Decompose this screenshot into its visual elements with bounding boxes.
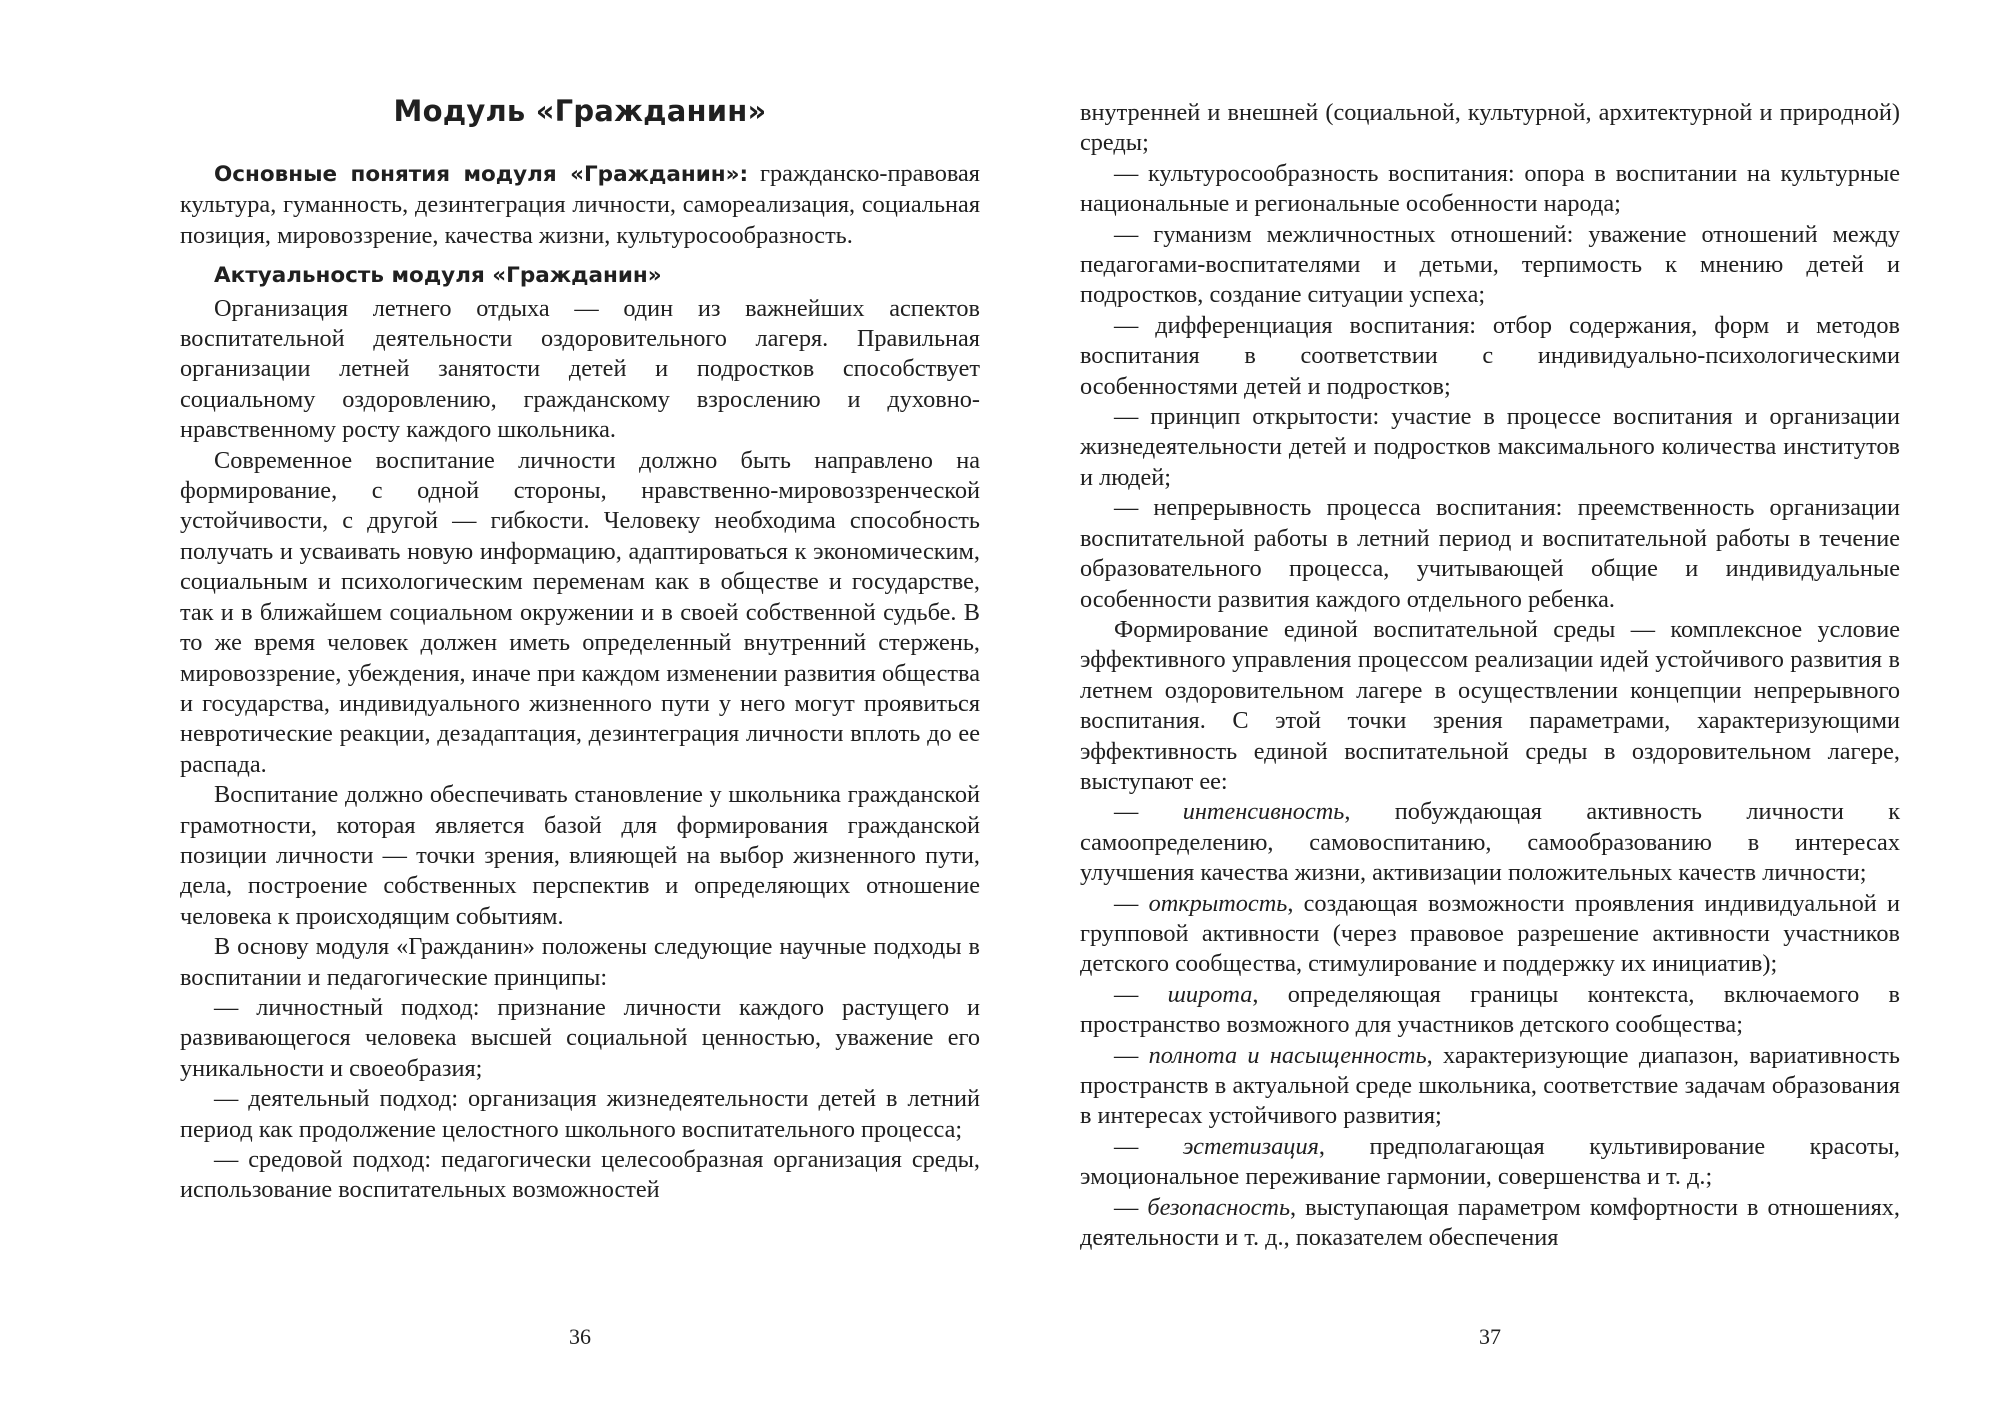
relevance-heading: Актуальность модуля «Гражданин»: [214, 263, 662, 289]
list-item: — деятельный подход: организация жизнедеятельности детей в летний период как продолжение целостного школьного воспитательного процесса;: [180, 1085, 980, 1143]
right-page-text: [1080, 98, 1900, 1253]
list-item: — принцип открытости: участие в процессе воспитания и организации жизнедеятельности детей и подростков максимального количества институтов и людей;: [1080, 403, 1900, 491]
continuation-text: внутренней и внешней (социальной, культурной, архитектурной и природной) среды;: [1080, 99, 1900, 157]
page-number: 36: [569, 1324, 591, 1349]
list-item: [1080, 1193, 1900, 1254]
italic-term: полнота и насыщенность: [1148, 1041, 1427, 1069]
italic-term: интенсивность: [1182, 798, 1345, 826]
italic-term: эстетизация: [1182, 1132, 1319, 1160]
dash: —: [1114, 798, 1183, 826]
dash: —: [1114, 980, 1168, 1008]
italic-term: открытость: [1148, 889, 1288, 917]
concepts-text: гражданско-правовая культура, гуманность, дезинтеграция личности, самореализация, социальная позиция, мировоззрение, качества жизни, культуросообразность.: [180, 160, 980, 249]
item-text: , выступающая параметром комфортности в отношениях, деятельности и т. д., показателем обеспечения: [1080, 1193, 1900, 1252]
italic-term: широта: [1167, 980, 1253, 1008]
item-text: , предполагающая культивирование красоты, эмоциональное переживание гармонии, совершенства и т. д.;: [1080, 1132, 1900, 1191]
list-item: — культуросообразность воспитания: опора в воспитании на культурные национальные и региональные особенности народа;: [1080, 159, 1900, 218]
dash: —: [1114, 1193, 1148, 1221]
paragraph: Современное воспитание личности должно быть направлено на формирование, с одной стороны, нравственно-мировоззренческой устойчивости, с другой — гибкости. Человеку необходима способность получать и усваивать новую информацию, адаптироваться к экономическим, социальным и психологическим переменам как в обществе и государстве, так и в ближайшем социальном окружении и в своей собственной судьбе. В то же время человек должен иметь определенный внутренний стержень, мировоззрение, убеждения, иначе при каждом изменении развития общества и государства, индивидуального жизненного пути у него могут проявиться невротические реакции, дезадаптация, дезинтеграция личности вплоть до ее распада.: [180, 446, 980, 778]
item-text: , определяющая границы контекста, включаемого в пространство возможного для участников детского сообщества;: [1080, 980, 1900, 1039]
dash: —: [1114, 1132, 1183, 1160]
list-item: — непрерывность процесса воспитания: преемственность организации воспитательной работы в летний период и воспитательной работы в течение образовательного процесса, учитывающей общие и индивидуальные особенности развития каждого отдельного ребенка.: [1080, 494, 1900, 613]
item-text: , создающая возможности проявления индивидуальной и групповой активности (через правовое разрешение активности участников детского сообщества, стимулирование и поддержку их инициатив);: [1080, 889, 1900, 978]
concepts-label: Основные понятия модуля «Гражданин»:: [214, 162, 749, 187]
list-item: — личностный подход: признание личности каждого растущего и развивающегося человека высшей социальной ценностью, уважение его уникальности и своеобразия;: [180, 993, 980, 1082]
page-number: 37: [1479, 1324, 1501, 1349]
item-text: , побуждающая активность личности к самоопределению, самовоспитанию, самообразованию в интересах улучшения качества жизни, активизации положительных качеств личности;: [1080, 798, 1901, 887]
dash: —: [1114, 1041, 1149, 1069]
item-text: , характеризующие диапазон, вариативность пространств в актуальной среде школьника, соответствие задачам образования в интересах устойчивого развития;: [1080, 1041, 1900, 1130]
list-item: [1080, 797, 1900, 888]
left-page-text: [180, 159, 980, 1206]
paragraph: Организация летнего отдыха — один из важнейших аспектов воспитательной деятельности оздоровительного лагеря. Правильная организации летней занятости детей и подростков способствует социальному оздоровлению, гражданскому взрослению и духовно-нравственному росту каждого школьника.: [180, 294, 980, 444]
list-item: — гуманизм межличностных отношений: уважение отношений между педагогами-воспитателями и детьми, терпимость к мнению детей и подростков, создание ситуации успеха;: [1080, 220, 1900, 309]
right-page: [1080, 0, 1900, 1427]
list-item: [1080, 980, 1900, 1041]
paragraph: Воспитание должно обеспечивать становление у школьника гражданской грамотности, которая является базой для формирования гражданской позиции личности — точки зрения, влияющей на выбор жизненного пути, дела, построение собственных перспектив и определяющих отношение человека к происходящим событиям.: [180, 781, 980, 930]
list-item: — дифференциация воспитания: отбор содержания, форм и методов воспитания в соответствии с индивидуально-психологическими особенностями детей и подростков;: [1080, 311, 1900, 400]
list-item: [1080, 889, 1900, 980]
concepts-paragraph: [180, 159, 980, 251]
paragraph: Формирование единой воспитательной среды — комплексное условие эффективного управления процессом реализации идей устойчивого развития в летнем оздоровительном лагере в осуществлении концепции непрерывного воспитания. С этой точки зрения параметрами, характеризующими эффективность единой воспитательной среды в оздоровительном лагере, выступают ее:: [1080, 615, 1900, 795]
list-item: — средовой подход: педагогически целесообразная организация среды, использование воспитательных возможностей: [180, 1146, 980, 1204]
page-title: Модуль «Гражданин»: [393, 94, 767, 128]
list-item: [1080, 1132, 1900, 1193]
italic-term: безопасность: [1147, 1193, 1291, 1221]
paragraph: В основу модуля «Гражданин» положены следующие научные подходы в воспитании и педагогические принципы:: [180, 933, 980, 991]
dash: —: [1114, 889, 1149, 917]
list-item: [1080, 1041, 1900, 1132]
left-page: [180, 0, 980, 1427]
